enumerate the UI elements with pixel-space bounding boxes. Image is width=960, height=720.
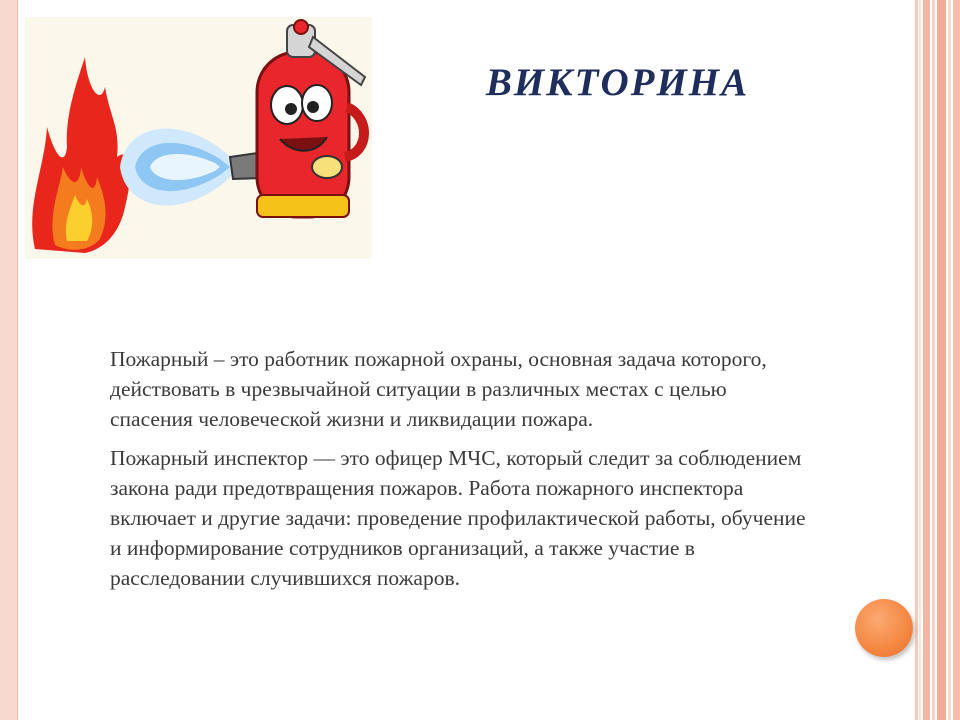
right-stripes-decoration: [915, 0, 960, 720]
left-border-decoration: [0, 0, 18, 720]
paragraph-firefighter: Пожарный – это работник пожарной охраны, основная задача которого, действовать в чрезвычайной ситуации в различных местах с целью спасения человеческой жизни и ликвидации пожара.: [110, 347, 767, 431]
paragraph-fire-inspector: Пожарный инспектор — это офицер МЧС, который следит за соблюдением закона ради предотвращения пожаров. Работа пожарного инспектора включает и другие задачи: проведение профилактической работы, обучение и информирование сотрудников организаций, а также участие в расследовании случившихся пожаров.: [110, 446, 806, 590]
body-text: [110, 344, 810, 602]
slide-title: ВИКТОРИНА: [485, 61, 750, 104]
fire-extinguisher-cartoon-icon: [25, 17, 372, 259]
orange-circle-decoration: [855, 599, 913, 657]
